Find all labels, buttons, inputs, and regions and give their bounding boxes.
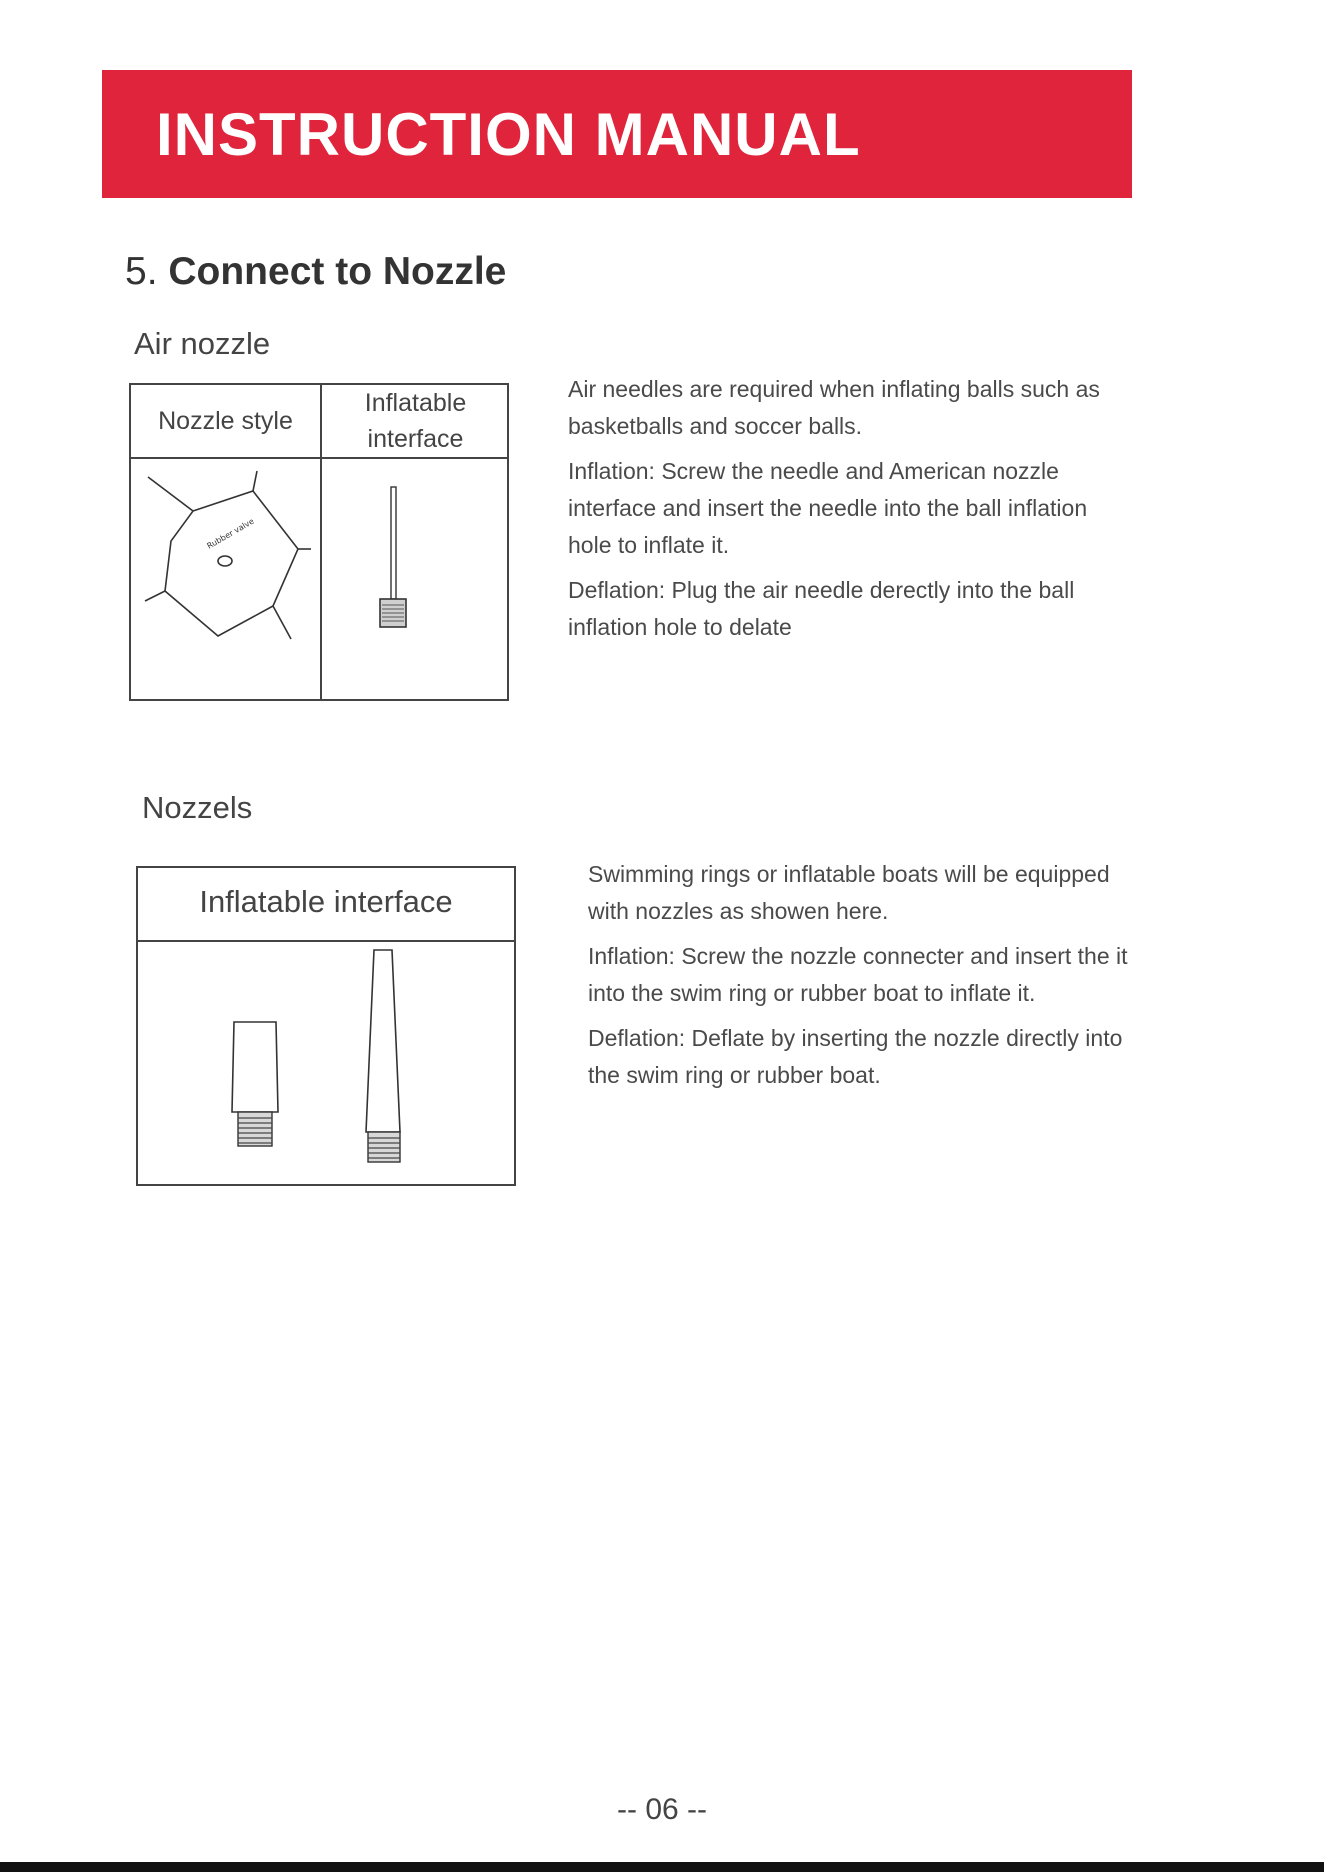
header-line-2: interface <box>367 425 464 453</box>
inflatable-interface-header <box>322 385 509 457</box>
air-needle-icon <box>363 485 423 645</box>
nozzles-inflation: Inflation: Screw the nozzle connecter and insert the it into the swim ring or rubber boat to inflate it. <box>588 943 1128 1006</box>
ball-label: Rubber valve <box>205 516 256 551</box>
ball-valve-icon <box>133 461 319 699</box>
manual-title: INSTRUCTION MANUAL <box>156 101 861 168</box>
air-nozzle-heading: Air nozzle <box>134 326 271 361</box>
nozzels-description <box>588 856 1148 1102</box>
air-needle-deflation: Deflation: Plug the air needle derectly into the ball inflation hole to delate <box>568 577 1075 640</box>
nozzles-deflation: Deflation: Deflate by inserting the nozzle directly into the swim ring or rubber boat. <box>588 1025 1123 1088</box>
section-title: Connect to Nozzle <box>168 250 507 293</box>
short-nozzle-icon <box>228 1016 284 1166</box>
tall-nozzle-icon <box>356 946 416 1176</box>
header-banner <box>102 70 1132 198</box>
nozzels-heading: Nozzels <box>142 790 253 825</box>
section-number: 5. <box>125 250 158 293</box>
nozzle-style-header: Nozzle style <box>158 407 293 435</box>
section-heading <box>125 250 506 294</box>
table-divider-horizontal <box>138 940 514 942</box>
air-needle-intro: Air needles are required when inflating balls such as basketballs and soccer balls. <box>568 376 1100 439</box>
header-line-1: Inflatable <box>364 389 467 417</box>
table-divider-horizontal <box>131 457 507 459</box>
nozzels-table <box>136 866 516 1186</box>
bottom-edge <box>0 1862 1324 1872</box>
page-number: -- 06 -- <box>617 1793 707 1826</box>
air-nozzle-table <box>129 383 509 701</box>
nozzles-intro: Swimming rings or inflatable boats will be equipped with nozzles as showen here. <box>588 861 1110 924</box>
air-needle-inflation: Inflation: Screw the needle and American nozzle interface and insert the needle into the ball inflation hole to inflate it. <box>568 458 1088 558</box>
air-nozzle-description <box>568 371 1128 654</box>
inflatable-interface-header: Inflatable interface <box>199 884 453 919</box>
